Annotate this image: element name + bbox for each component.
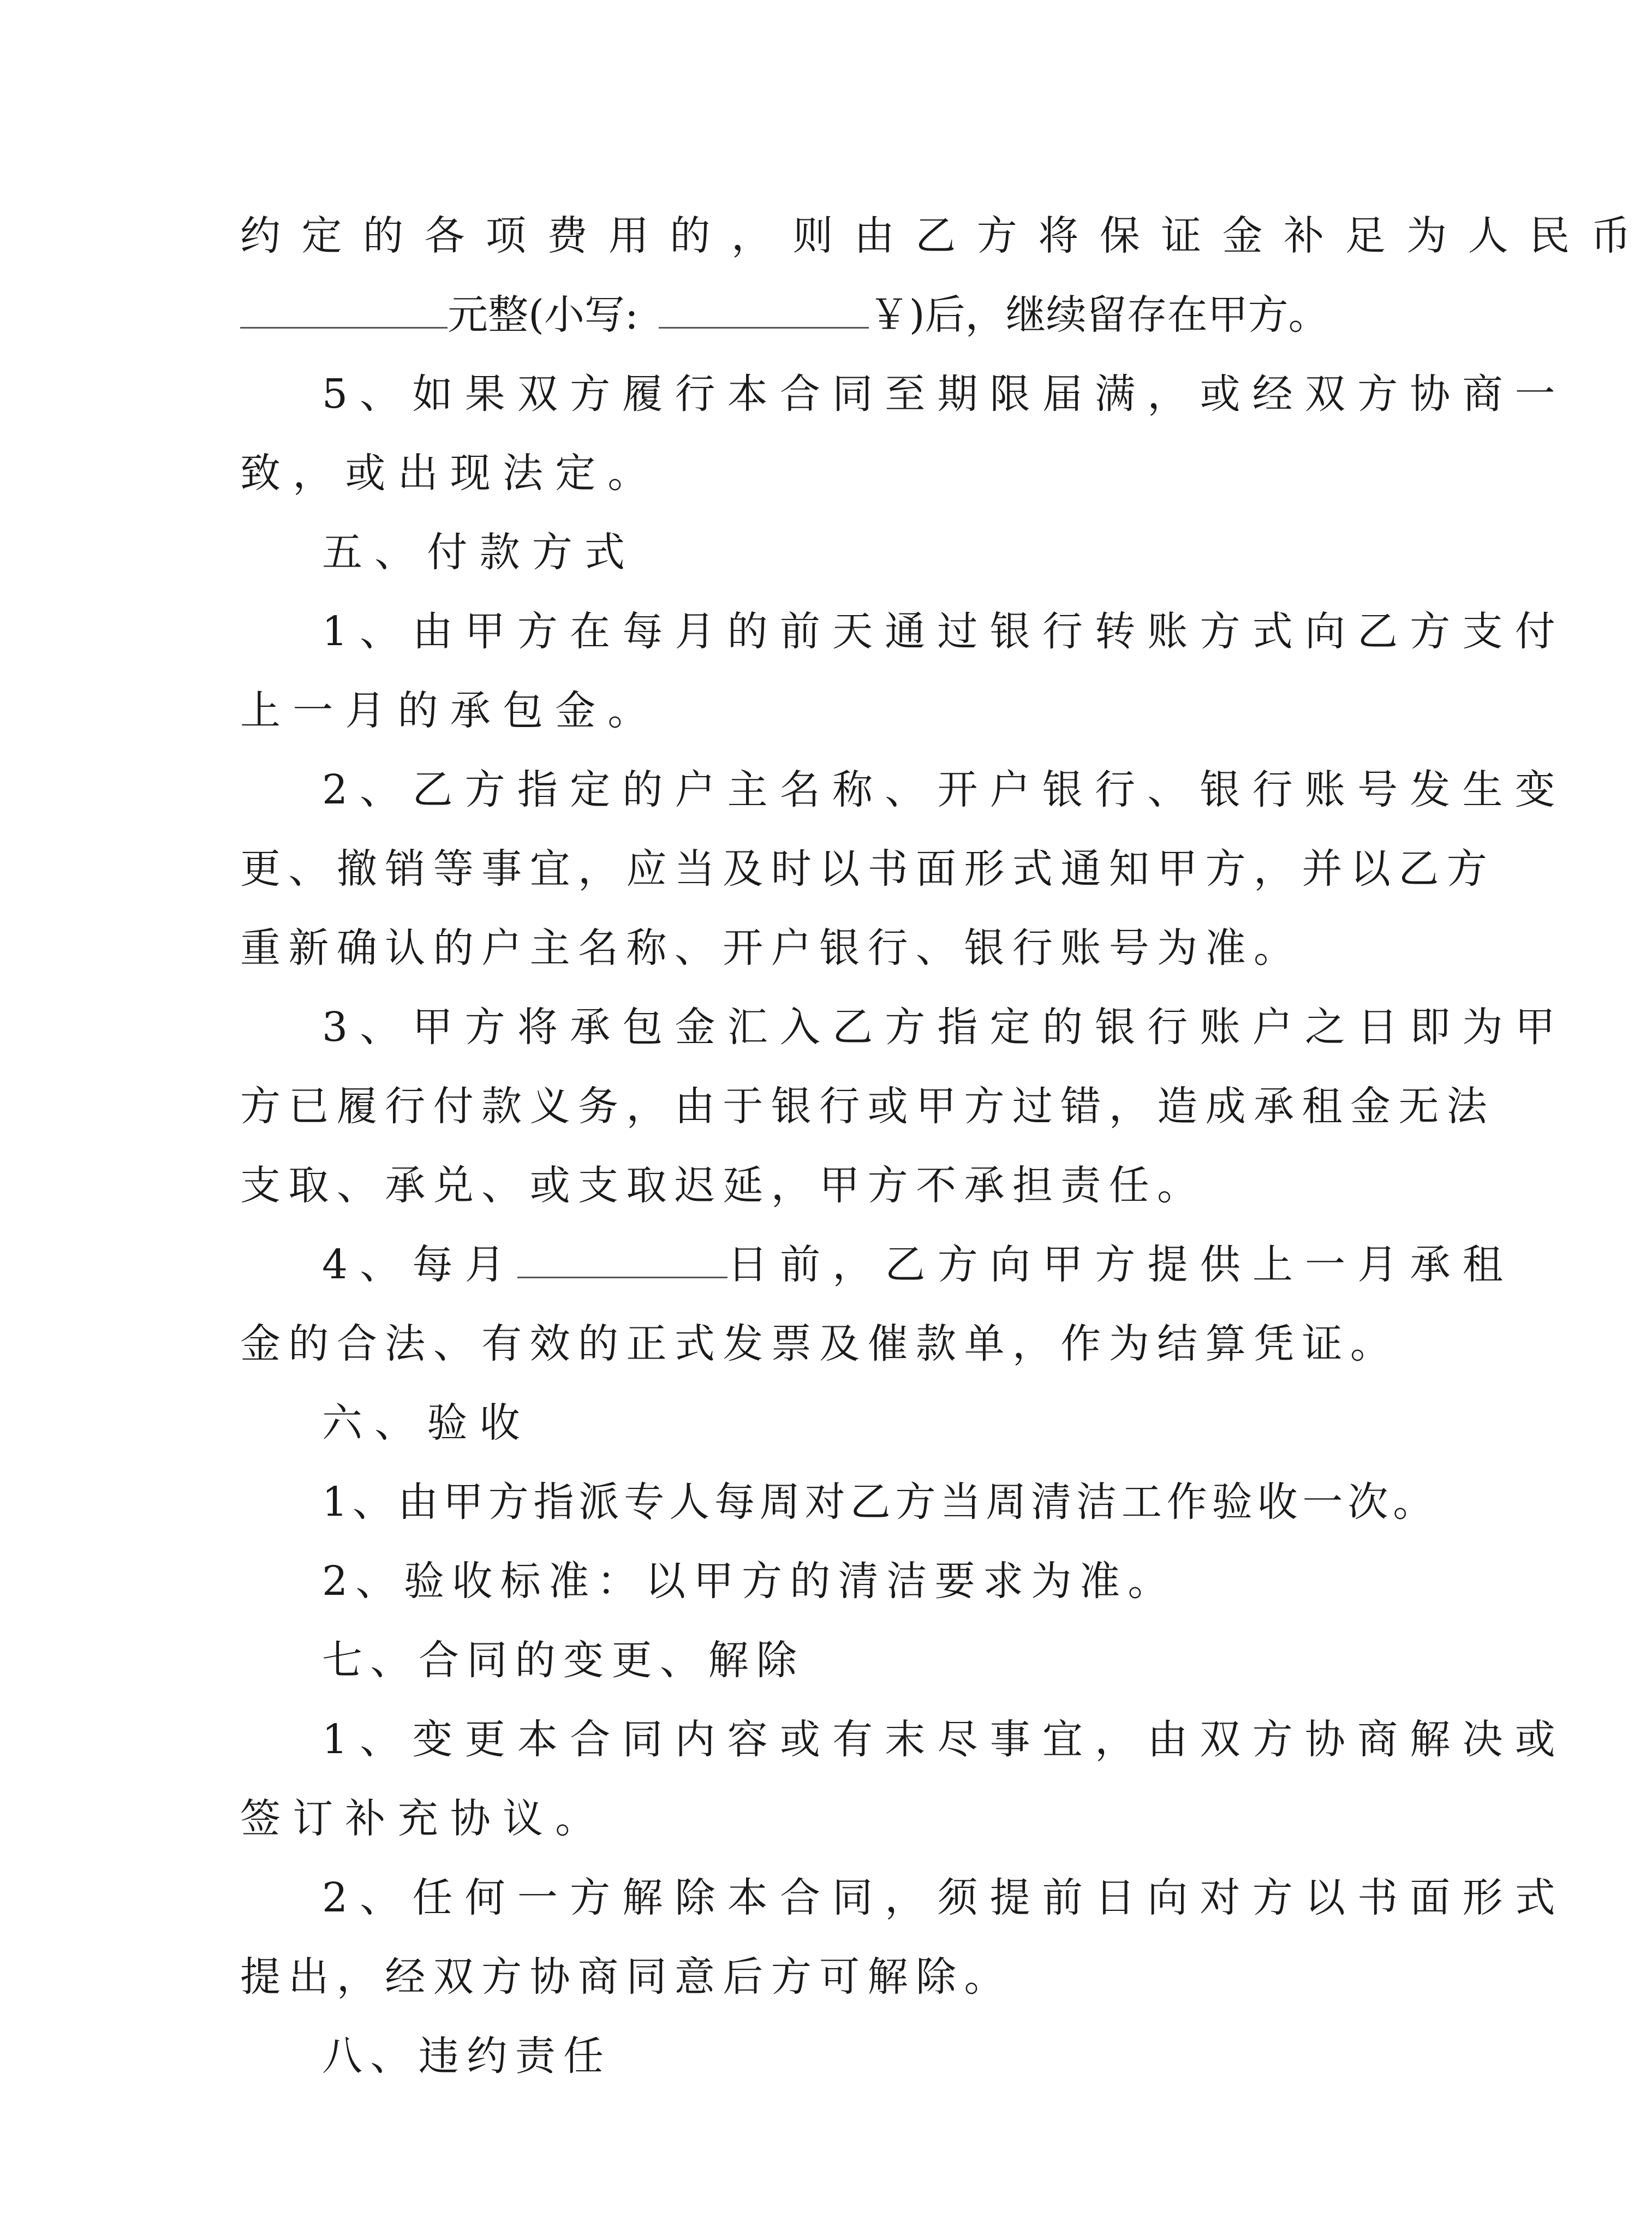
clause-5-1-line-2	[240, 671, 1348, 750]
text-run: 2、乙方指定的户主名称、开户银行、银行账号发生变	[322, 766, 1567, 813]
clause-5-1-line-1	[240, 592, 1567, 671]
clause-6-1-line-1	[240, 1463, 1439, 1542]
fill-in-blank-amount-figures	[659, 290, 869, 329]
clause-4-5-line-2	[240, 434, 1348, 513]
text-run: 3、甲方将承包金汇入乙方指定的银行账户之日即为甲	[322, 1004, 1567, 1051]
text-run: 金的合法、有效的正式发票及催款单，作为结算凭证。	[240, 1320, 1399, 1367]
section-heading-liability	[240, 2017, 1348, 2096]
text-run: 签订补充协议。	[240, 1795, 608, 1842]
clause-5-2-line-2	[240, 830, 1495, 909]
section-title: 八、违约责任	[322, 2033, 612, 2080]
clause-7-2-line-1	[240, 1858, 1567, 1938]
text-run: 5、如果双方履行本合同至期限届满，或经双方协商一	[322, 371, 1567, 418]
text-run: 支取、承兑、或支取迟延，甲方不承担责任。	[240, 1162, 1206, 1209]
text-run: 重新确认的户主名称、开户银行、银行账号为准。	[240, 925, 1302, 972]
section-heading-change-termination	[240, 1621, 1348, 1700]
clause-5-3-line-1	[240, 988, 1567, 1067]
clause-5-4-line-2	[240, 1304, 1399, 1384]
text-run: 2、验收标准：以甲方的清洁要求为准。	[322, 1558, 1176, 1605]
text-run: 更、撤销等事宜，应当及时以书面形式通知甲方，并以乙方	[240, 845, 1495, 892]
fill-in-blank-day	[517, 1240, 727, 1278]
paragraph-continuation-line-2	[240, 276, 1348, 355]
text-run: 提出，经双方协商同意后方可解除。	[240, 1953, 1012, 2000]
section-heading-acceptance	[240, 1384, 1348, 1463]
document-body	[240, 196, 1652, 2096]
clause-7-1-line-1	[240, 1700, 1567, 1779]
fill-in-blank-amount-words	[240, 290, 448, 329]
text-run: ￥)后，继续留存在甲方。	[868, 291, 1329, 338]
section-title: 七、合同的变更、解除	[322, 1637, 805, 1684]
text-run: 1、由甲方指派专人每	[322, 1479, 760, 1526]
text-run: 致，或出现法定。	[240, 450, 660, 497]
clause-5-3-line-3	[240, 1146, 1348, 1225]
clause-6-2-line-1	[240, 1542, 1348, 1621]
text-run: 日向对方以书面形式	[1095, 1874, 1567, 1921]
text-run: 1、变更本合同内容或有末尽事宜，由双方协商解决或	[322, 1716, 1567, 1763]
text-run: 方已履行付款义务，由于银行或甲方过错，造成承租金无法	[240, 1083, 1495, 1130]
clause-7-1-line-2	[240, 1779, 1348, 1858]
section-title: 五、付款方式	[322, 529, 637, 576]
paragraph-continuation-line-1	[240, 196, 1652, 276]
clause-5-2-line-3	[240, 909, 1348, 988]
text-run: 天通过银行转账方式向乙方支付	[832, 608, 1567, 655]
text-run: 元整(小写:	[448, 291, 639, 338]
text-run: 周对乙方当周清洁工作验收一次。	[759, 1479, 1439, 1526]
clause-4-5-line-1	[240, 355, 1567, 434]
clause-5-3-line-2	[240, 1067, 1495, 1146]
text-run: 约定的各项费用的，则由乙方将保证金补足为人民币	[240, 212, 1652, 259]
text-run: 日前，乙方向甲方提供上一月承租	[727, 1241, 1515, 1288]
text-run: 上一月的承包金。	[240, 687, 660, 734]
clause-5-2-line-1	[240, 750, 1567, 830]
section-heading-payment	[240, 513, 1348, 592]
text-run: 4、每月	[322, 1241, 517, 1288]
clause-5-4-line-1	[240, 1225, 1515, 1304]
text-run: 1、由甲方在每月的前	[322, 608, 833, 655]
section-title: 六、验收	[322, 1399, 532, 1446]
text-run: 2、任何一方解除本合同，须提前	[322, 1874, 1095, 1921]
clause-7-2-line-2	[240, 1938, 1348, 2017]
